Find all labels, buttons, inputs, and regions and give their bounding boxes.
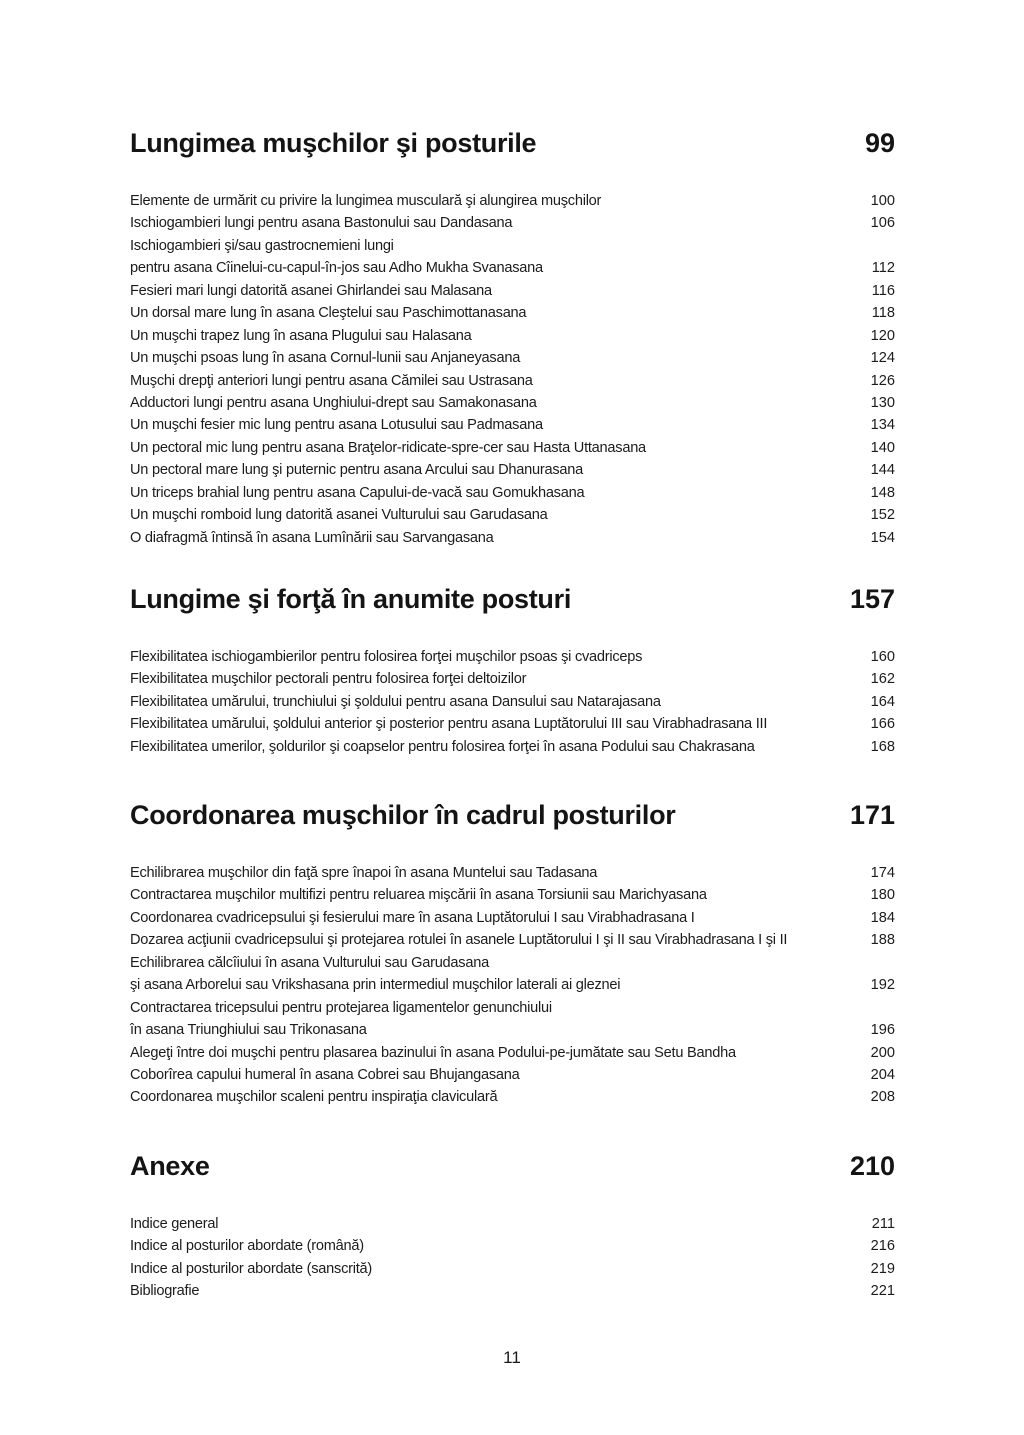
toc-entry-title: Un pectoral mic lung pentru asana Braţelor-ridicate-spre-cer sau Hasta Uttanasana xyxy=(130,439,646,456)
section-heading[interactable] xyxy=(130,800,895,840)
toc-entry[interactable] xyxy=(130,1235,895,1257)
toc-entry[interactable] xyxy=(130,414,895,436)
toc-entry-page-number: 196 xyxy=(870,1022,895,1039)
toc-entry-title: Un muşchi psoas lung în asana Cornul-lunii sau Anjaneyasana xyxy=(130,350,521,367)
toc-entry-title: Dozarea acţiunii cvadricepsului şi protejarea rotulei în asanele Luptătorului I şi II sau Virabhadrasana I şi II xyxy=(130,932,788,949)
section-title: Lungimea muşchilor şi posturile xyxy=(130,128,537,158)
toc-entry-page-number: 116 xyxy=(871,282,895,299)
toc-entry-page-number: 140 xyxy=(870,439,895,456)
toc-entry[interactable] xyxy=(130,527,895,549)
toc-entry[interactable] xyxy=(130,190,895,212)
toc-entry-title: Un muşchi romboid lung datorită asanei Vulturului sau Garudasana xyxy=(130,507,548,524)
toc-entry-page-number: 192 xyxy=(870,977,895,994)
toc-entry[interactable] xyxy=(130,482,895,504)
toc-entry[interactable] xyxy=(130,257,895,279)
toc-entry[interactable] xyxy=(130,1258,895,1280)
toc-entry[interactable] xyxy=(130,325,895,347)
toc-section xyxy=(130,584,895,758)
toc-entry-page-number: 148 xyxy=(870,484,895,501)
toc-entry-title: Echilibrarea călcîiului în asana Vulturului sau Garudasana xyxy=(130,954,489,971)
toc-entry-title: în asana Triunghiului sau Trikonasana xyxy=(130,1022,367,1039)
toc-entry[interactable] xyxy=(130,713,895,735)
toc-section xyxy=(130,128,895,549)
section-page-number: 210 xyxy=(849,1151,895,1181)
toc-entry[interactable] xyxy=(130,929,895,951)
toc-entry[interactable] xyxy=(130,437,895,459)
toc-entry-page-number: 162 xyxy=(870,671,895,688)
toc-entry-title: Un pectoral mare lung şi puternic pentru asana Arcului sau Dhanurasana xyxy=(130,462,584,479)
section-heading[interactable] xyxy=(130,1151,895,1191)
toc-entry-page-number: 216 xyxy=(870,1238,895,1255)
toc-entry-page-number: 112 xyxy=(871,260,895,277)
toc-entry-title: şi asana Arborelui sau Vrikshasana prin intermediul muşchilor laterali ai gleznei xyxy=(130,977,621,994)
toc-entry-page-number: 120 xyxy=(870,327,895,344)
toc-entry-title: Flexibilitatea muşchilor pectorali pentru folosirea forţei deltoizilor xyxy=(130,671,527,688)
toc-entry-page-number: 118 xyxy=(871,305,895,322)
section-title: Coordonarea muşchilor în cadrul posturilor xyxy=(130,800,676,830)
toc-entry-title: O diafragmă întinsă în asana Lumînării sau Sarvangasana xyxy=(130,529,494,546)
section-title: Lungime şi forţă în anumite posturi xyxy=(130,584,572,614)
toc-entry[interactable] xyxy=(130,1213,895,1235)
toc-entry-page-number: 130 xyxy=(870,394,895,411)
toc-entry-page-number: 144 xyxy=(870,462,895,479)
toc-entry-page-number: 180 xyxy=(870,887,895,904)
toc-entry[interactable] xyxy=(130,997,895,1019)
section-entries xyxy=(130,862,895,1109)
toc-entry-page-number: 200 xyxy=(870,1044,895,1061)
toc-entry-title: Flexibilitatea umărului, trunchiului şi şoldului pentru asana Dansului sau Natarajasana xyxy=(130,693,661,710)
toc-entry-page-number: 166 xyxy=(870,716,895,733)
toc-entry[interactable] xyxy=(130,862,895,884)
toc-entry-page-number: 208 xyxy=(870,1089,895,1106)
toc-entry-title: Contractarea muşchilor multifizi pentru reluarea mişcării în asana Torsiunii sau Marichyasana xyxy=(130,887,707,904)
toc-entry-title: Adductori lungi pentru asana Unghiului-drept sau Samakonasana xyxy=(130,394,537,411)
toc-entry-title: Muşchi drepţi anteriori lungi pentru asana Cămilei sau Ustrasana xyxy=(130,372,533,389)
toc-entry-page-number: 126 xyxy=(870,372,895,389)
section-page-number: 171 xyxy=(849,800,895,830)
toc-entry-title: Coordonarea muşchilor scaleni pentru inspiraţia claviculară xyxy=(130,1089,498,1106)
toc-entry-title: Flexibilitatea umerilor, şoldurilor şi coapselor pentru folosirea forţei în asana Podului sau Chakrasana xyxy=(130,738,755,755)
toc-section xyxy=(130,1151,895,1303)
toc-entry-title: Echilibrarea muşchilor din faţă spre înapoi în asana Muntelui sau Tadasana xyxy=(130,865,598,881)
toc-entry[interactable] xyxy=(130,1064,895,1086)
page-number: 11 xyxy=(503,1348,521,1367)
toc-section xyxy=(130,800,895,1109)
toc-entry-title: Contractarea tricepsului pentru protejarea ligamentelor genunchiului xyxy=(130,999,552,1016)
toc-entry[interactable] xyxy=(130,212,895,234)
toc-entry-title: Alegeţi între doi muşchi pentru plasarea bazinului în asana Podului-pe-jumătate sau Setu Bandha xyxy=(130,1044,736,1061)
toc-entry-page-number: 160 xyxy=(870,649,895,665)
section-heading[interactable] xyxy=(130,584,895,624)
toc-entry-title: Un dorsal mare lung în asana Cleştelui sau Paschimottanasana xyxy=(130,305,527,322)
toc-entry[interactable] xyxy=(130,459,895,481)
toc-entry-title: Un muşchi trapez lung în asana Plugului sau Halasana xyxy=(130,327,472,344)
toc-entry[interactable] xyxy=(130,504,895,526)
toc-entry-title: Flexibilitatea umărului, şoldului anterior şi posterior pentru asana Luptătorului III sau Virabhadrasana III xyxy=(130,716,768,733)
toc-entry-page-number: 211 xyxy=(871,1216,895,1232)
toc-entry[interactable] xyxy=(130,235,895,257)
toc-entry[interactable] xyxy=(130,1280,895,1302)
toc-entry-title: Fesieri mari lungi datorită asanei Ghirlandei sau Malasana xyxy=(130,282,492,299)
toc-entry[interactable] xyxy=(130,884,895,906)
toc-entry-page-number: 184 xyxy=(870,909,895,926)
toc-entry[interactable] xyxy=(130,646,895,668)
toc-entry-title: Indice general xyxy=(130,1216,219,1232)
toc-entry-title: Ischiogambieri lungi pentru asana Bastonului sau Dandasana xyxy=(130,215,513,232)
toc-entry-title: Un triceps brahial lung pentru asana Capului-de-vacă sau Gomukhasana xyxy=(130,484,585,501)
toc-entry-title: Elemente de urmărit cu privire la lungimea musculară şi alungirea muşchilor xyxy=(130,193,602,209)
toc-entry[interactable] xyxy=(130,974,895,996)
toc-entry[interactable] xyxy=(130,392,895,414)
toc-entry[interactable] xyxy=(130,280,895,302)
section-page-number: 157 xyxy=(849,584,895,614)
toc-entry-page-number: 204 xyxy=(870,1066,895,1083)
toc-entry-title: Flexibilitatea ischiogambierilor pentru folosirea forţei muşchilor psoas şi cvadriceps xyxy=(130,649,643,665)
toc-entry[interactable] xyxy=(130,1086,895,1108)
toc-entry[interactable] xyxy=(130,736,895,758)
toc-entry-page-number: 100 xyxy=(870,193,895,209)
toc-entry[interactable] xyxy=(130,347,895,369)
section-page-number: 99 xyxy=(864,128,895,158)
toc-entry[interactable] xyxy=(130,952,895,974)
toc-entry-page-number: 221 xyxy=(870,1283,895,1300)
toc-entry[interactable] xyxy=(130,691,895,713)
toc-entry-page-number: 219 xyxy=(870,1260,895,1277)
section-entries xyxy=(130,1213,895,1303)
toc-entry-page-number: 106 xyxy=(870,215,895,232)
toc-entry-title: pentru asana Cîinelui-cu-capul-în-jos sau Adho Mukha Svanasana xyxy=(130,260,543,277)
toc-entry[interactable] xyxy=(130,1042,895,1064)
toc-entry[interactable] xyxy=(130,668,895,690)
toc-entry-title: Un muşchi fesier mic lung pentru asana Lotusului sau Padmasana xyxy=(130,417,543,434)
section-title: Anexe xyxy=(130,1151,210,1181)
toc-entry-page-number: 152 xyxy=(870,507,895,524)
toc-entry-title: Indice al posturilor abordate (sanscrită) xyxy=(130,1260,373,1277)
toc-entry-page-number: 188 xyxy=(870,932,895,949)
toc-entry-title: Coborîrea capului humeral în asana Cobrei sau Bhujangasana xyxy=(130,1066,520,1083)
toc-entry[interactable] xyxy=(130,302,895,324)
toc-entry-page-number: 124 xyxy=(870,350,895,367)
section-heading[interactable] xyxy=(130,128,895,168)
toc-entry-title: Coordonarea cvadricepsului şi fesierului mare în asana Luptătorului I sau Virabhadrasana I xyxy=(130,909,695,926)
toc-entry[interactable] xyxy=(130,907,895,929)
toc-entry[interactable] xyxy=(130,1019,895,1041)
toc-entry[interactable] xyxy=(130,370,895,392)
section-entries xyxy=(130,646,895,758)
toc-entry-title: Bibliografie xyxy=(130,1283,200,1300)
toc-entry-page-number: 134 xyxy=(870,417,895,434)
toc-entry-title: Indice al posturilor abordate (română) xyxy=(130,1238,364,1255)
toc-entry-title: Ischiogambieri şi/sau gastrocnemieni lungi xyxy=(130,237,394,254)
toc-entry-page-number: 154 xyxy=(870,529,895,546)
toc-entry-page-number: 174 xyxy=(870,865,895,881)
toc-entry-page-number: 168 xyxy=(870,738,895,755)
section-entries xyxy=(130,190,895,549)
toc-entry-page-number: 164 xyxy=(870,693,895,710)
